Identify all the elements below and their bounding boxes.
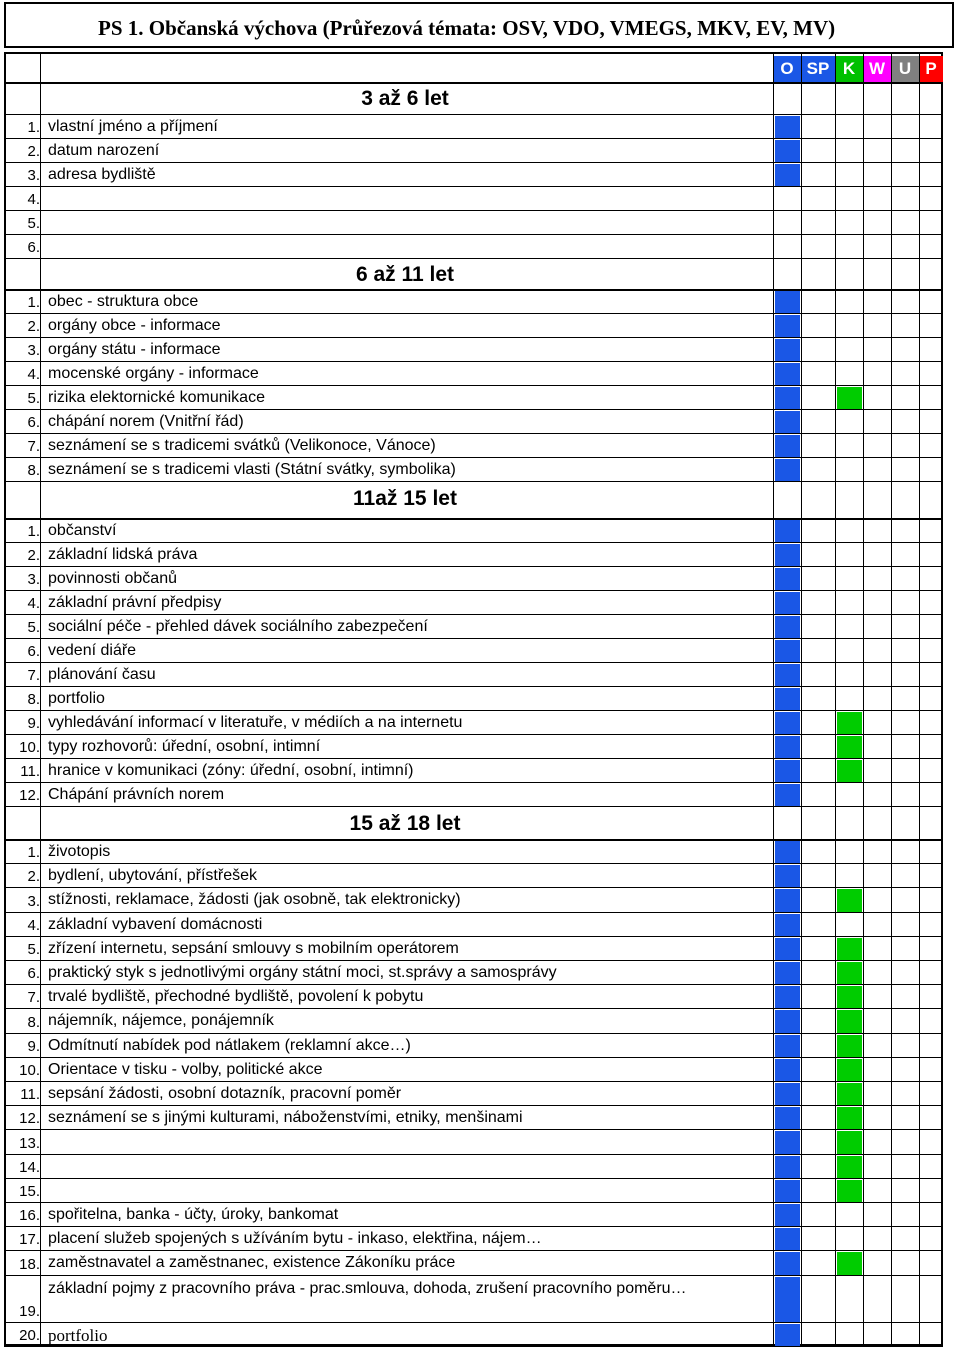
section-heading: 11až 15 let [353,487,457,510]
row-divider [4,1226,943,1227]
column-divider [863,52,864,1346]
mark-k [837,938,862,960]
legend-sp: SP [801,56,835,82]
mark-o [775,760,800,782]
mark-k [837,1083,862,1105]
row-text: orgány státu - informace [48,341,221,358]
row-divider [4,409,943,410]
mark-o [775,116,800,138]
legend-o: O [773,56,801,82]
row-divider [4,806,943,807]
row-divider [4,638,943,639]
row-divider [4,1202,943,1203]
row-divider [4,566,943,567]
mark-o [775,736,800,758]
row-text: typy rozhovorů: úřední, osobní, intimní [48,738,321,755]
mark-o [775,435,800,457]
row-divider [4,1008,943,1009]
row-number: 2. [27,547,40,564]
row-divider [4,1250,943,1251]
row-text: spořitelna, banka - účty, úroky, bankomat [48,1206,339,1223]
row-text: chápání norem (Vnitřní řád) [48,413,244,430]
row-divider [4,1057,943,1058]
row-text: základní pojmy z pracovního práva - prac.smlouva, dohoda, zrušení pracovního poměru… [48,1279,687,1297]
row-number: 3. [27,167,40,184]
mark-o [775,411,800,433]
row-number: 2. [27,318,40,335]
row-divider [4,289,943,291]
row-text: rizika elektornické komunikace [48,389,265,406]
mark-o [775,315,800,337]
row-number: 17. [19,1231,40,1249]
mark-k [837,1156,862,1178]
row-divider [4,984,943,985]
row-text: hranice v komunikaci (zóny: úřední, osobní, intimní) [48,762,414,779]
row-divider [4,614,943,615]
row-number: 16. [19,1207,40,1225]
row-number: 11. [20,763,40,780]
mark-o [775,865,800,887]
title-box [4,2,954,48]
mark-o [775,363,800,385]
row-divider [4,1346,943,1347]
row-divider [4,138,943,139]
row-text: vlastní jméno a příjmení [48,118,218,135]
row-text: základní právní předpisy [48,594,222,611]
row-divider [4,710,943,711]
row-divider [4,686,943,687]
mark-o [775,164,800,186]
row-number: 9. [27,1037,40,1055]
section-heading: 3 až 6 let [361,87,449,110]
row-number: 6. [27,239,40,256]
row-number: 10. [19,1062,40,1079]
mark-o [775,914,800,936]
legend-u: U [891,56,919,82]
row-divider [4,1033,943,1034]
row-text: Odmítnutí nabídek pod nátlakem (reklamní akce…) [48,1036,411,1054]
section-heading: 15 až 18 let [349,812,461,835]
mark-o [775,712,800,734]
row-number: 1. [27,523,40,540]
mark-k [837,962,862,984]
row-divider [4,912,943,913]
mark-k [837,1107,862,1129]
mark-o [775,1324,800,1346]
row-number: 20. [19,1326,40,1344]
row-number: 4. [27,191,40,208]
row-number: 13. [19,1134,40,1152]
mark-o [775,664,800,686]
row-divider [4,481,943,482]
row-divider [4,662,943,663]
mark-k [837,712,862,734]
row-number: 7. [27,989,40,1007]
mark-o [775,1156,800,1178]
mark-o [775,339,800,361]
column-divider [40,52,41,1346]
row-divider [4,457,943,458]
row-text: praktický styk s jednotlivými orgány státní moci, st.správy a samosprávy [48,964,557,981]
row-number: 8. [27,691,40,708]
row-divider [4,258,943,259]
mark-k [837,1252,862,1274]
row-divider [4,313,943,314]
row-divider [4,1081,943,1082]
mark-k [837,1180,862,1202]
row-text: vedení diáře [48,642,137,659]
mark-o [775,1059,800,1081]
row-divider [4,863,943,864]
mark-k [837,736,862,758]
section-heading: 6 až 11 let [355,263,455,286]
row-text: sociální péče - přehled dávek sociálního zabezpečení [48,618,428,635]
row-text: orgány obce - informace [48,317,221,334]
row-text: placení služeb spojených s užíváním bytu - inkaso, elektřina, nájem… [48,1230,542,1248]
row-text: seznámení se s tradicemi svátků (Velikonoce, Vánoce) [48,437,436,454]
row-number: 1. [27,844,40,862]
row-divider [4,734,943,735]
row-text: Chápání právních norem [48,786,225,803]
row-number: 8. [27,1013,40,1031]
row-text: zaměstnavatel a zaměstnanec, existence Zákoníku práce [48,1254,456,1272]
row-divider [4,1322,943,1323]
row-number: 18. [19,1255,40,1273]
row-number: 5. [27,941,40,958]
row-divider [4,433,943,434]
row-text: plánování času [48,666,156,683]
row-divider [4,1105,943,1106]
row-divider [4,1154,943,1155]
legend-k: K [835,56,863,82]
row-divider [4,936,943,937]
row-number: 4. [27,366,40,383]
column-divider [835,52,836,1346]
row-number: 7. [27,438,40,455]
mark-o [775,1277,800,1322]
row-divider [4,361,943,362]
row-text: sepsání žádosti, osobní dotazník, pracovní poměr [48,1085,402,1102]
row-text: vyhledávání informací v literatuře, v médiích a na internetu [48,714,463,731]
row-text: trvalé bydliště, přechodné bydliště, povolení k pobytu [48,988,424,1006]
mark-k [837,1035,862,1057]
row-number: 6. [27,414,40,431]
row-divider [4,210,943,211]
mark-o [775,1010,800,1032]
row-divider [4,1275,943,1276]
mark-k [837,387,862,409]
mark-o [775,1204,800,1226]
row-number: 8. [27,462,40,479]
row-text: bydlení, ubytování, přístřešek [48,867,257,885]
row-divider [4,839,943,841]
row-number: 3. [27,342,40,359]
mark-o [775,1035,800,1057]
mark-k [837,986,862,1008]
column-divider [801,52,802,1346]
mark-o [775,616,800,638]
row-number: 4. [27,595,40,612]
mark-o [775,688,800,710]
row-number: 7. [27,667,40,684]
mark-k [837,1131,862,1153]
mark-o [775,986,800,1008]
mark-k [837,760,862,782]
row-divider [4,162,943,163]
mark-o [775,291,800,313]
row-number: 15. [19,1183,40,1200]
legend-p: P [919,56,943,82]
row-text: stížnosti, reklamace, žádosti (jak osobně, tak elektronicky) [48,891,461,909]
row-number: 9. [27,715,40,732]
row-divider [4,385,943,386]
row-text: datum narození [48,142,160,159]
row-divider [4,186,943,187]
row-divider [4,960,943,961]
row-divider [4,82,943,84]
mark-k [837,1010,862,1032]
row-divider [4,234,943,235]
mark-k [837,889,862,911]
row-text: Orientace v tisku - volby, politické akce [48,1060,323,1078]
row-divider [4,542,943,543]
row-number: 6. [27,643,40,660]
row-number: 1. [27,294,40,311]
row-text: povinnosti občanů [48,570,177,587]
mark-o [775,1228,800,1250]
row-number: 12. [19,1110,40,1128]
row-text: základní lidská práva [48,546,198,563]
row-number: 5. [27,390,40,407]
row-divider [4,758,943,759]
mark-k [837,1059,862,1081]
row-text: seznámení se s tradicemi vlasti (Státní svátky, symbolika) [48,461,456,478]
row-text: životopis [48,843,111,860]
row-number: 4. [27,916,40,934]
row-text: mocenské orgány - informace [48,365,259,382]
row-number: 6. [27,965,40,983]
column-divider [773,52,774,1346]
row-number: 2. [27,868,40,886]
mark-o [775,387,800,409]
row-text: obec - struktura obce [48,293,199,310]
mark-o [775,784,800,806]
column-divider [891,52,892,1346]
mark-o [775,1083,800,1105]
row-text: adresa bydliště [48,166,156,183]
row-number: 12. [19,787,40,804]
row-divider [4,337,943,338]
legend-w: W [863,56,891,82]
mark-o [775,592,800,614]
row-number: 14. [19,1158,40,1176]
mark-o [775,1252,800,1274]
mark-o [775,459,800,481]
mark-o [775,1180,800,1202]
column-divider [919,52,920,1346]
row-number: 10. [19,739,40,756]
table-frame [4,52,943,1346]
mark-o [775,640,800,662]
row-text: portfolio [48,690,105,707]
mark-o [775,889,800,911]
row-divider [4,782,943,783]
row-number: 19. [19,1302,40,1320]
mark-o [775,1107,800,1129]
row-divider [4,887,943,888]
row-text: základní vybavení domácnosti [48,915,263,933]
mark-o [775,140,800,162]
row-divider [4,1129,943,1130]
mark-o [775,962,800,984]
row-number: 5. [27,619,40,636]
mark-o [775,1131,800,1153]
mark-o [775,568,800,590]
row-text: nájemník, nájemce, ponájemník [48,1012,274,1030]
row-divider [4,590,943,591]
row-number: 3. [27,892,40,910]
mark-o [775,841,800,863]
row-divider [4,518,943,520]
row-text: seznámení se s jinými kulturami, náboženstvími, etniky, menšinami [48,1109,523,1127]
row-text: portfolio [48,1325,108,1345]
row-number: 2. [27,143,40,160]
row-number: 5. [27,215,40,232]
row-number: 3. [27,571,40,588]
row-text: zřízení internetu, sepsání smlouvy s mobilním operátorem [48,939,459,957]
row-number: 1. [27,119,40,136]
row-divider [4,1178,943,1179]
row-divider [4,114,943,115]
document-title: PS 1. Občanská výchova (Průřezová témata: OSV, VDO, VMEGS, MKV, EV, MV) [98,16,836,40]
mark-o [775,938,800,960]
mark-o [775,544,800,566]
row-number: 11. [20,1086,40,1104]
mark-o [775,520,800,542]
row-text: občanství [48,522,117,539]
